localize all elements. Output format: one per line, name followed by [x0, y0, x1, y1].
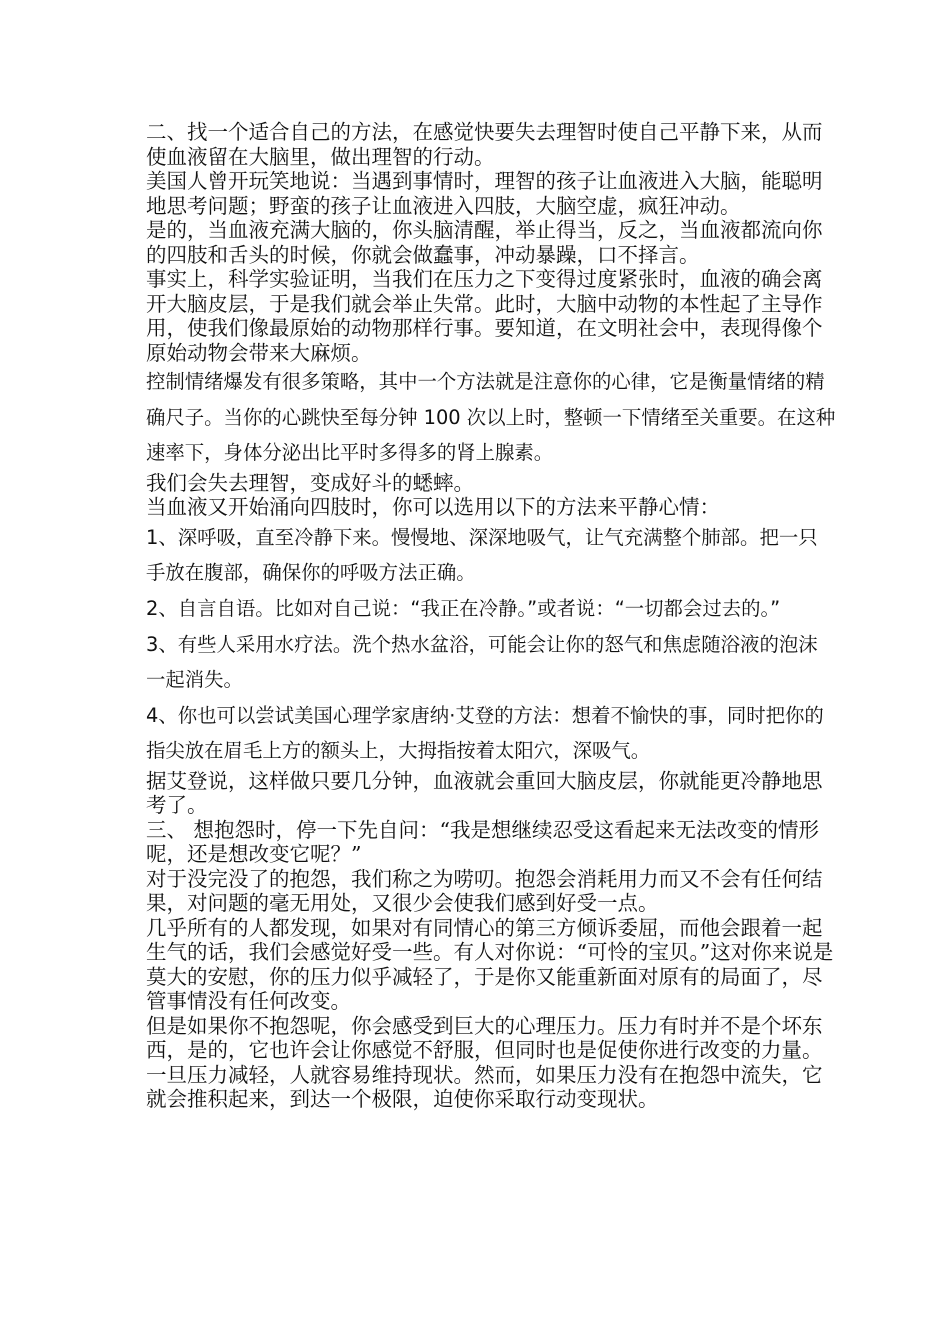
paragraph-science: 事实上，科学实验证明，当我们在压力之下变得过度紧张时，血液的确会离开大脑皮层，于是我们就会举止失常。此时，大脑中动物的本性起了主导作用，使我们像最原始的动物那样行事。要知道，在文明社会中，表现得像个原始动物会带来大麻烦。 — [146, 267, 823, 365]
paragraph-method-two: 二、找一个适合自己的方法，在感觉快要失去理智时使自己平静下来，从而使血液留在大脑里，做出理智的行动。 — [146, 120, 823, 169]
document-page — [146, 120, 836, 1112]
paragraph-eden-result: 据艾登说，这样做只要几分钟，血液就会重回大脑皮层，你就能更冷静地思考了。 — [146, 768, 823, 818]
list-item-self-talk: 2、自言自语。比如对自己说：“我正在冷静。”或者说：“一切都会过去的。” — [146, 596, 781, 620]
list-item-eden-method: 4、你也可以尝试美国心理学家唐纳·艾登的方法：想着不愉快的事，同时把你的指尖放在眉毛上方的额头上，大拇指按着太阳穴，深吸气。 — [146, 703, 824, 763]
paragraph-heart-rate: 控制情绪爆发有很多策略，其中一个方法就是注意你的心律，它是衡量情绪的精确尺子。当你的心跳快至每分钟 100 次以上时，整顿一下情绪至关重要。在这种速率下，身体分泌出比平时多得多的肾上腺素。 — [146, 370, 836, 465]
list-item-hydrotherapy: 3、有些人采用水疗法。洗个热水盆浴，可能会让你的怒气和焦虑随浴液的泡沫一起消失。 — [146, 632, 818, 692]
paragraph-nagging: 对于没完没了的抱怨，我们称之为唠叨。抱怨会消耗用力而又不会有任何结果，对问题的毫无用处，又很少会使我们感到好受一点。 — [146, 866, 823, 916]
paragraph-cricket: 我们会失去理智，变成好斗的蟋蟀。 — [146, 470, 474, 495]
paragraph-joke: 美国人曾开玩笑地说：当遇到事情时，理智的孩子让血液进入大脑，能聪明地思考问题；野蛮的孩子让血液进入四肢，大脑空虚，疯狂冲动。 — [146, 169, 823, 218]
paragraph-sympathy: 几乎所有的人都发现，如果对有同情心的第三方倾诉委屈，而他会跟着一起生气的话，我们会感觉好受一些。有人对你说：“可怜的宝贝。”这对你来说是莫大的安慰，你的压力似乎减轻了，于是你又能重新面对原有的局面了，尽管事情没有任何改变。 — [146, 915, 834, 1014]
paragraph-section-three: 三、 想抱怨时，停一下先自问：“我是想继续忍受这看起来无法改变的情形呢，还是想改变它呢？” — [146, 817, 819, 867]
paragraph-blood-brain: 是的，当血液充满大脑的，你头脑清醒，举止得当，反之，当血液都流向你的四肢和舌头的时候，你就会做蠢事，冲动暴躁，口不择言。 — [146, 218, 823, 267]
paragraph-pressure: 但是如果你不抱怨呢，你会感受到巨大的心理压力。压力有时并不是个坏东西，是的，它也许会让你感觉不舒服，但同时也是促使你进行改变的力量。一旦压力减轻，人就容易维持现状。然而，如果压力没有在抱怨中流失，它就会推积起来，到达一个极限，迫使你采取行动变现状。 — [146, 1013, 823, 1112]
paragraph-calm-methods: 当血液又开始涌向四肢时，你可以选用以下的方法来平静心情： — [146, 495, 720, 520]
list-item-deep-breath: 1、深呼吸，直至冷静下来。慢慢地、深深地吸气，让气充满整个肺部。把一只手放在腹部，确保你的呼吸方法正确。 — [146, 525, 818, 585]
